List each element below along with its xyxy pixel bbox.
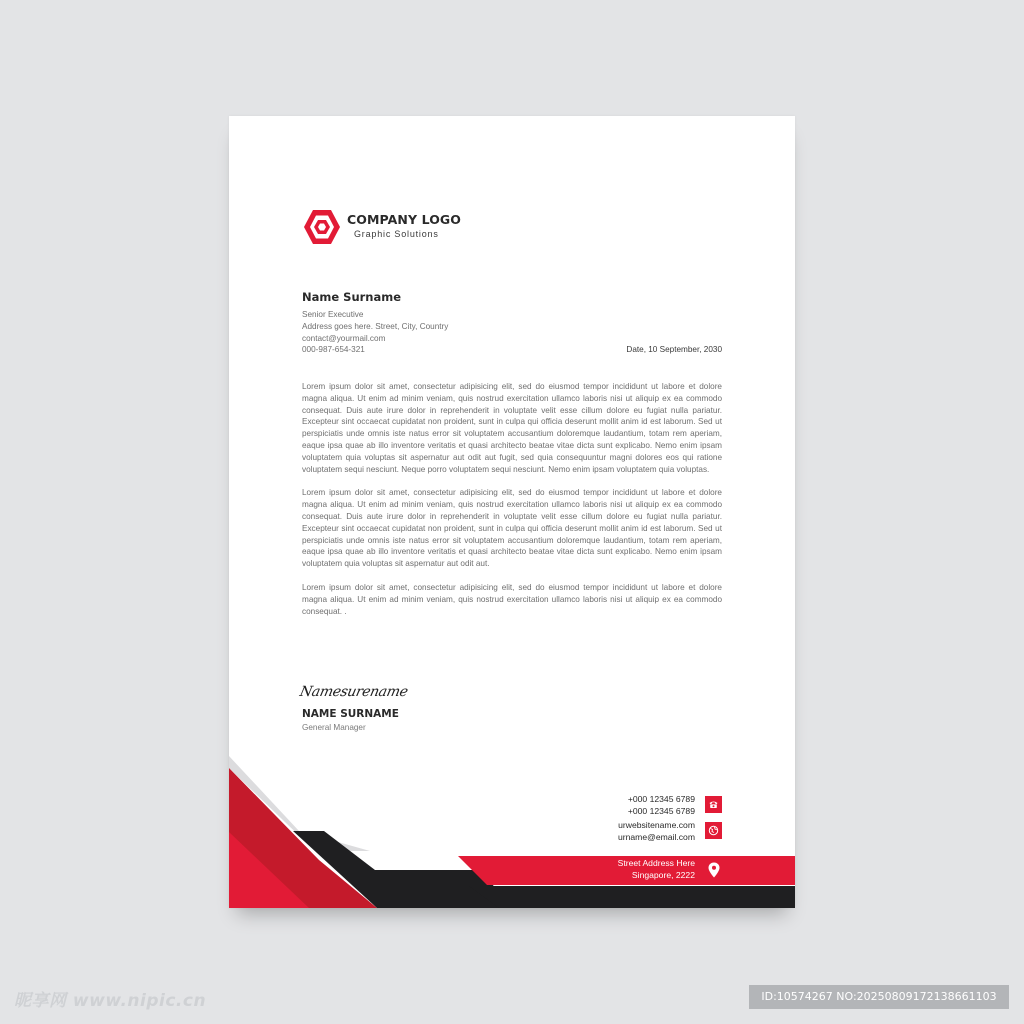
signature-script: Namesurename (298, 684, 410, 700)
email-link[interactable]: urname@email.com (617, 832, 695, 842)
website-link[interactable]: urwebsitename.com (618, 820, 695, 830)
letter-date: Date, 10 September, 2030 (626, 345, 722, 354)
sender-email: contact@yourmail.com (302, 333, 386, 343)
body-paragraph: Lorem ipsum dolor sit amet, consectetur adipisicing elit, sed do eiusmod tempor incididunt ut labore et dolore magna aliqua. Ut enim ad minim veniam, quis nostrud exercitation ullamco laboris nisi ut aliquip ex ea commodo consequat. Duis aute irure dolor in reprehenderit in voluptate velit esse cillum dolore eu fugiat nulla pariatur. Excepteur sint occaecat cupidatat non proident, sunt in culpa qui officia deserunt mollit anim id est laborum. Sed ut perspiciatis unde omnis iste natus error sit voluptatem accusantium doloremque laudantium, totam rem aperiam, eaque ipsa quae ab illo inventore veritatis et quasi architecto beatae vitae dicta sunt explicabo. Nemo enim ipsam voluptatem quia voluptas sit aspernatur aut odit aut fugit, sed quia consequuntur magni dolores eos qui ratione voluptatem sequi nesciunt. Neque porro voluptatem sequi nesciunt. Nemo enim ipsam voluptatem quia voluptas. (302, 382, 722, 474)
phone-icon (705, 796, 722, 813)
watermark-id: ID:10574267 NO:20250809172138661103 (749, 985, 1009, 1009)
footer-phone-numbers (628, 793, 695, 817)
watermark-site: 昵享网 www.nipic.cn (14, 991, 207, 1011)
city-address: Singapore, 2222 (631, 870, 695, 880)
sender-phone: 000-987-654-321 (302, 345, 365, 355)
company-name: COMPANY LOGO (347, 212, 462, 227)
phone-number: +000 12345 6789 (627, 806, 695, 816)
signatory-title: General Manager (302, 723, 366, 732)
company-tagline: Graphic Solutions (354, 229, 439, 239)
footer-web-contacts (618, 819, 695, 843)
letterhead-page (229, 116, 795, 908)
body-paragraph: Lorem ipsum dolor sit amet, consectetur adipisicing elit, sed do eiusmod tempor incididunt ut labore et dolore magna aliqua. Ut enim ad minim veniam, quis nostrud exercitation ullamco laboris nisi ut aliquip ex ea commodo consequat. . (302, 582, 722, 616)
footer-address (618, 857, 695, 881)
phone-number: +000 12345 6789 (627, 794, 695, 804)
sender-address: Address goes here. Street, City, Country (302, 321, 449, 331)
sender-name: Name Surname (302, 290, 402, 304)
globe-icon (705, 822, 722, 839)
body-paragraph: Lorem ipsum dolor sit amet, consectetur adipisicing elit, sed do eiusmod tempor incididunt ut labore et dolore magna aliqua. Ut enim ad minim veniam, quis nostrud exercitation ullamco laboris nisi ut aliquip ex ea commodo consequat. Duis aute irure dolor in reprehenderit in voluptate velit esse cillum dolore eu fugiat nulla pariatur. Excepteur sint occaecat cupidatat non proident, sunt in culpa qui officia deserunt mollit anim id est laborum. Sed ut perspiciatis unde omnis iste natus error sit voluptatem accusantium doloremque laudantium, totam rem aperiam, eaque ipsa quae ab illo inventore veritatis et quasi architecto beatae vitae dicta sunt explicabo. Nemo enim ipsam voluptatem quia voluptas sit aspernatur aut odit aut. (302, 488, 722, 569)
signatory-name: NAME SURNAME (302, 708, 399, 720)
street-address: Street Address Here (617, 858, 695, 868)
location-pin-icon (707, 862, 721, 878)
sender-title: Senior Executive (302, 310, 364, 319)
sender-info (302, 309, 448, 356)
hexagon-logo-icon (302, 208, 342, 246)
letter-body (302, 381, 722, 629)
